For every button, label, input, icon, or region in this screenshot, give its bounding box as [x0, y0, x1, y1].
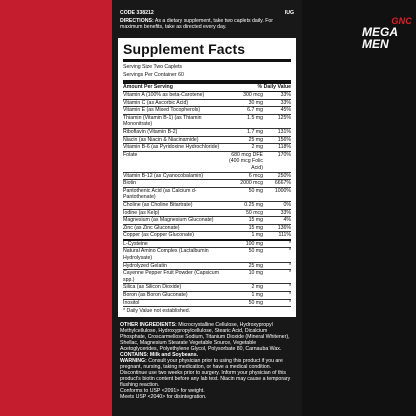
facts-row	[123, 180, 291, 188]
directions	[118, 18, 296, 30]
nutrient-amount: 2 mg	[251, 144, 263, 151]
brand-men: MEN	[362, 37, 389, 51]
facts-row	[123, 115, 291, 129]
nutrient-name: Inositol	[123, 299, 140, 306]
nutrient-amount: 50 mg	[248, 299, 263, 306]
nutrient-amount: 1.7 mg	[247, 128, 263, 135]
iug-code: IUG	[284, 10, 294, 16]
facts-row	[123, 137, 291, 145]
facts-row	[123, 300, 291, 308]
facts-row	[123, 292, 291, 300]
facts-rows	[123, 92, 291, 307]
servings-per-container: Servings Per Container 60	[123, 72, 184, 78]
facts-row	[123, 100, 291, 108]
nutrient-daily-value: 6667%	[274, 180, 291, 187]
nutrient-name: Riboflavin (Vitamin B-2)	[123, 128, 178, 135]
facts-row	[123, 188, 291, 202]
nutrient-amount: 2000 mcg	[240, 180, 263, 187]
supplement-facts-title: Supplement Facts	[123, 42, 291, 62]
serving-info	[123, 64, 291, 84]
facts-row	[123, 270, 291, 284]
facts-row	[123, 92, 291, 100]
nutrient-name: Zinc (as Zinc Gluconate)	[123, 224, 180, 231]
nutrient-amount: 100 mg	[245, 240, 263, 247]
nutrient-name: Boron (as Boron Gluconate)	[123, 292, 188, 299]
facts-footnote: * Daily Value not established.	[123, 308, 191, 315]
facts-row	[123, 248, 291, 262]
label-panel	[112, 0, 302, 416]
nutrient-name: Hydrolyzed Gelatin	[123, 262, 167, 269]
nutrient-daily-value: 156%	[277, 136, 291, 143]
nutrient-daily-value: 131%	[277, 128, 291, 135]
nutrient-name: Cayenne Pepper Fruit Powder (Capsicum spp.)	[123, 270, 220, 283]
warning-heading: WARNING:	[120, 358, 147, 365]
nutrient-name: Thiamin (Vitamin B-1) (as Thiamin Mononitrate)	[123, 114, 202, 128]
brand-gnc: GNC	[391, 16, 412, 26]
nutrient-name: Silica (as Silicon Dioxide)	[123, 284, 182, 291]
nutrient-name: Magnesium (as Magnesium Gluconate)	[123, 217, 214, 224]
nutrient-amount: 10 mg	[248, 270, 263, 277]
supplement-facts-box	[118, 38, 296, 317]
nutrient-name: Copper (as Copper Gluconate)	[123, 232, 194, 239]
nutrient-amount: 2 mg	[251, 284, 263, 291]
directions-text: As a dietary supplement, take two caplets daily. For maximum benefits, take as directed every day.	[120, 18, 273, 30]
warning	[120, 358, 294, 388]
facts-row	[123, 263, 291, 271]
nutrient-daily-value: 33%	[280, 209, 291, 216]
nutrient-daily-value: 136%	[277, 224, 291, 231]
facts-row	[123, 284, 291, 292]
nutrient-amount: 6 mcg	[248, 172, 263, 179]
facts-row	[123, 217, 291, 225]
facts-row	[123, 129, 291, 137]
other-ingredients-text: Microcrystalline Cellulose, Hydroxypropyl Methylcellulose, Hydroxypropylcellulose, Stearic Acid, Dicalcium Phosphate, Croscarmellose Sodium, Titanium Dioxide (Mineral Whitener), Shellac, Magnesium Stearate Vegetable Source, Vegetable Acetoglycerides, Polyethylene Glycol, Polysorbate 80, Carnauba Wax.	[120, 322, 290, 353]
nutrient-daily-value: 111%	[278, 232, 291, 239]
conforms-line: Conforms to USP <2091> for weight.	[120, 388, 205, 395]
nutrient-amount: 0.25 mg	[244, 201, 263, 208]
nutrient-daily-value: *	[288, 292, 291, 299]
nutrient-amount: 6.7 mg	[247, 107, 263, 114]
background-black	[300, 0, 416, 416]
nutrient-daily-value: 0%	[283, 201, 291, 208]
nutrient-name: L-Cysteine	[123, 240, 148, 247]
nutrient-daily-value: 118%	[278, 144, 291, 151]
facts-row	[123, 225, 291, 233]
facts-row	[123, 107, 291, 115]
nutrient-amount: 25 mg	[248, 262, 263, 269]
nutrient-amount: 300 mcg	[243, 92, 263, 98]
directions-heading: DIRECTIONS:	[120, 18, 154, 24]
nutrient-name: Iodine (as Kelp)	[123, 209, 160, 216]
nutrient-name: Vitamin E (as Mixed Tocopherols)	[123, 107, 201, 114]
product-code: CODE 338212	[120, 10, 154, 16]
nutrient-name: Vitamin C (as Ascorbic Acid)	[123, 99, 189, 106]
facts-row	[123, 232, 291, 241]
serving-size: Serving Size Two Caplets	[123, 64, 183, 70]
daily-value-header: % Daily Value	[257, 84, 291, 90]
nutrient-daily-value: *	[288, 240, 291, 247]
nutrient-amount: 15 mg	[248, 217, 263, 224]
nutrient-amount: 680 mcg DFE (400 mcg Folic Acid)	[228, 151, 263, 171]
facts-row	[123, 210, 291, 218]
nutrient-name: Vitamin A (100% as beta-Carotene)	[123, 92, 205, 98]
nutrient-daily-value: *	[288, 248, 291, 255]
nutrient-name: Niacin (as Niacin & Niacinamide)	[123, 136, 199, 143]
nutrient-amount: 50 mcg	[245, 209, 263, 216]
nutrient-amount: 1 mg	[251, 232, 263, 239]
brand-mega: MEGA	[362, 25, 398, 39]
background-red	[0, 0, 112, 416]
other-ingredients	[120, 322, 294, 352]
nutrient-daily-value: *	[288, 284, 291, 291]
meets-line: Meets USP <2040> for disintegration.	[120, 394, 207, 401]
amount-per-serving-header: Amount Per Serving	[123, 84, 173, 90]
product-code-line	[118, 10, 296, 16]
nutrient-daily-value: 170%	[277, 151, 291, 158]
other-info	[118, 322, 296, 400]
nutrient-name: Folate	[123, 151, 138, 158]
nutrient-daily-value: *	[288, 262, 291, 269]
nutrient-name: Natural Amino Complex (Lactalbumin Hydrolysate)	[123, 248, 209, 262]
nutrient-name: Vitamin B-12 (as Cyanocobalamin)	[123, 172, 204, 179]
nutrient-daily-value: 45%	[280, 107, 291, 114]
facts-row	[123, 152, 291, 173]
nutrient-amount: 1.5 mg	[247, 114, 263, 121]
nutrient-name: Vitamin B-6 (as Pyridoxine Hydrochloride)	[123, 144, 220, 151]
facts-row	[123, 144, 291, 152]
facts-row	[123, 202, 291, 210]
facts-row	[123, 173, 291, 181]
facts-row	[123, 241, 291, 249]
nutrient-amount: 1 mg	[251, 292, 263, 299]
nutrient-daily-value: 1000%	[274, 187, 291, 194]
brand-logo	[362, 16, 412, 50]
nutrient-name: Choline (as Choline Bitartrate)	[123, 201, 193, 208]
nutrient-amount: 15 mg	[248, 224, 263, 231]
nutrient-daily-value: 33%	[280, 99, 291, 106]
facts-header	[123, 84, 291, 92]
nutrient-daily-value: 4%	[283, 217, 291, 224]
nutrient-amount: 30 mg	[248, 99, 263, 106]
nutrient-amount: 25 mg	[248, 136, 263, 143]
nutrient-name: Biotin	[123, 180, 136, 187]
nutrient-daily-value: 125%	[277, 114, 291, 121]
nutrient-amount: 50 mg	[248, 187, 263, 194]
contains-line: CONTAINS: Milk and Soybeans.	[120, 352, 199, 359]
nutrient-amount: 50 mg	[248, 248, 263, 255]
nutrient-daily-value: *	[288, 299, 291, 306]
nutrient-daily-value: *	[288, 270, 291, 277]
other-ingredients-heading: OTHER INGREDIENTS:	[120, 322, 177, 329]
nutrient-daily-value: 33%	[280, 92, 291, 98]
nutrient-name: Pantothenic Acid (as Calcium d-Pantothenate)	[123, 187, 197, 201]
warning-text: Consult your physician prior to using this product if you are pregnant, nursing, taking medication, or have a medical condition. Discontinue use two weeks prior to surgery. Inform your physician of this product's biotin content before any lab test. Niacin may cause a temporary flushing reaction.	[120, 358, 291, 389]
nutrient-daily-value: 250%	[277, 172, 291, 179]
